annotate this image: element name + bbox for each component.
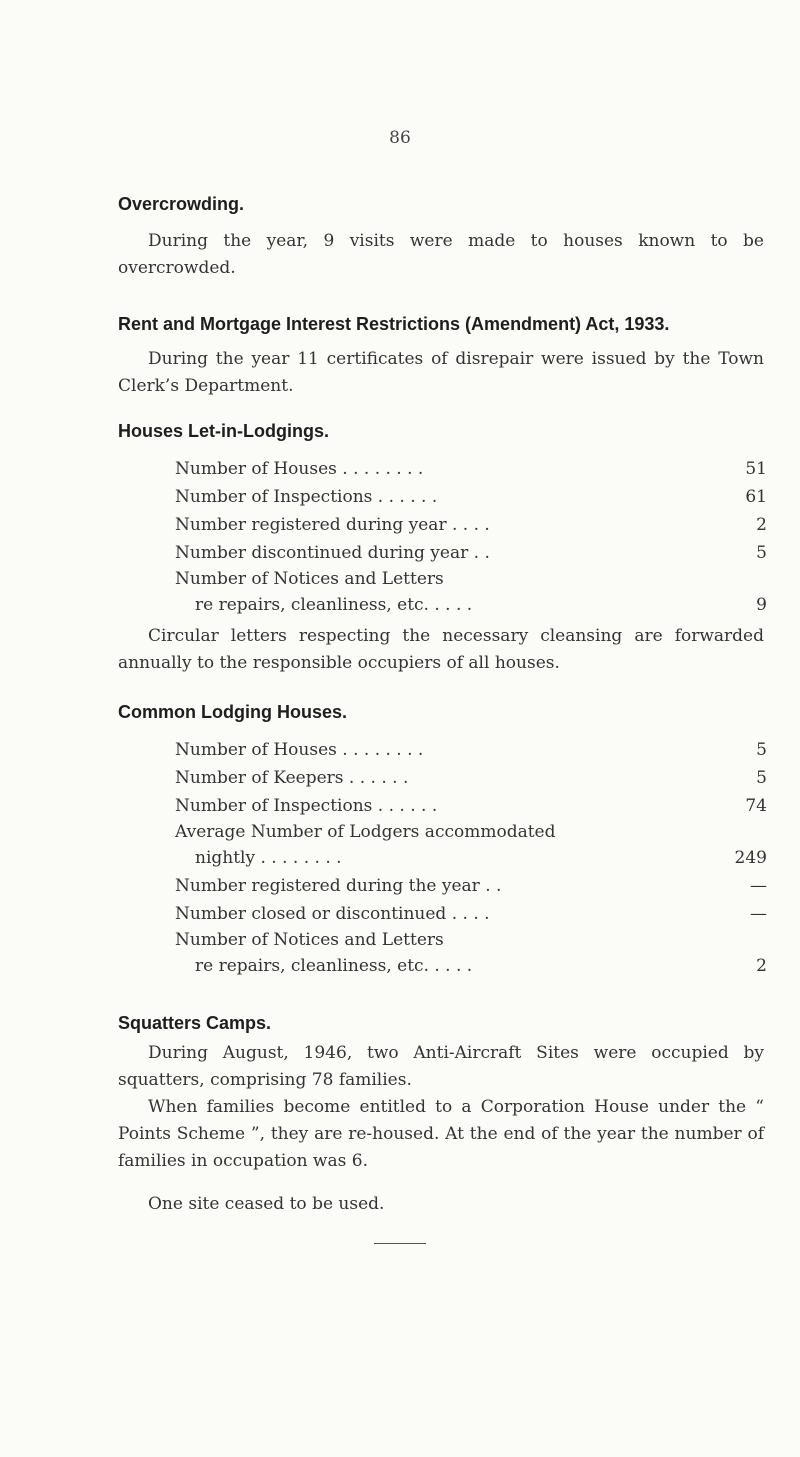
row-value: 9 [756, 595, 767, 615]
table-row [175, 792, 767, 820]
table-row [175, 483, 767, 511]
lodgings-heading: Houses Let-in-Lodgings. [118, 421, 329, 441]
row-label: Number of Notices and Letters [175, 569, 444, 589]
row-value: — [750, 904, 767, 924]
row-label: Number closed or discontinued . . . . [175, 904, 490, 924]
table-row [175, 844, 767, 872]
row-label: Number of Houses . . . . . . . . [175, 740, 424, 760]
row-label: re repairs, cleanliness, etc. . . . . [195, 956, 473, 976]
table-row [175, 567, 767, 591]
squatters-heading: Squatters Camps. [118, 1013, 272, 1033]
row-value: 74 [745, 796, 767, 816]
page-number: 86 [389, 128, 411, 148]
table-row [175, 591, 767, 619]
table-row [175, 820, 767, 844]
table-row [175, 455, 767, 483]
row-value: — [750, 876, 767, 896]
row-label: Number of Inspections . . . . . . [175, 487, 438, 507]
row-label: re repairs, cleanliness, etc. . . . . [195, 595, 473, 615]
table-row [175, 952, 767, 980]
row-value: 61 [745, 487, 767, 507]
row-label: Average Number of Lodgers accommodated [175, 822, 556, 842]
rent-act-heading: Rent and Mortgage Interest Restrictions (Amendment) Act, 1933. [118, 314, 670, 334]
table-row [175, 539, 767, 567]
row-label: Number of Houses . . . . . . . . [175, 459, 424, 479]
table-row [175, 900, 767, 928]
row-label: Number of Keepers . . . . . . [175, 768, 409, 788]
squatters-paragraph-3: One site ceased to be used. [148, 1194, 385, 1214]
rent-act-paragraph: During the year 11 certificates of disrepair were issued by the Town Clerk’s Department. [118, 349, 764, 396]
table-row [175, 764, 767, 792]
row-label: Number of Notices and Letters [175, 930, 444, 950]
row-value: 5 [756, 768, 767, 788]
row-value: 249 [734, 848, 767, 868]
table-row [175, 928, 767, 952]
table-row [175, 511, 767, 539]
row-label: Number of Inspections . . . . . . [175, 796, 438, 816]
row-label: nightly . . . . . . . . [195, 848, 342, 868]
lodgings-table [175, 455, 767, 619]
table-row [175, 872, 767, 900]
squatters-paragraph-2: When families become entitled to a Corporation House under the “ Points Scheme ”, they are re-housed. At the end of the year the number of families in occupation was 6. [118, 1097, 764, 1171]
row-value: 51 [745, 459, 767, 479]
overcrowding-paragraph: During the year, 9 visits were made to houses known to be overcrowded. [118, 231, 764, 278]
overcrowding-heading: Overcrowding. [118, 194, 245, 214]
row-value: 5 [756, 740, 767, 760]
row-label: Number registered during year . . . . [175, 515, 490, 535]
common-table [175, 736, 767, 980]
squatters-paragraph-1: During August, 1946, two Anti-Aircraft Sites were occupied by squatters, comprising 78 families. [118, 1043, 764, 1090]
row-label: Number discontinued during year . . [175, 543, 490, 563]
row-value: 2 [756, 956, 767, 976]
table-row [175, 736, 767, 764]
row-value: 5 [756, 543, 767, 563]
end-rule [374, 1243, 426, 1244]
row-value: 2 [756, 515, 767, 535]
common-heading: Common Lodging Houses. [118, 702, 347, 722]
lodgings-note: Circular letters respecting the necessary cleansing are forwarded annually to the responsible occupiers of all houses. [118, 626, 764, 673]
row-label: Number registered during the year . . [175, 876, 502, 896]
